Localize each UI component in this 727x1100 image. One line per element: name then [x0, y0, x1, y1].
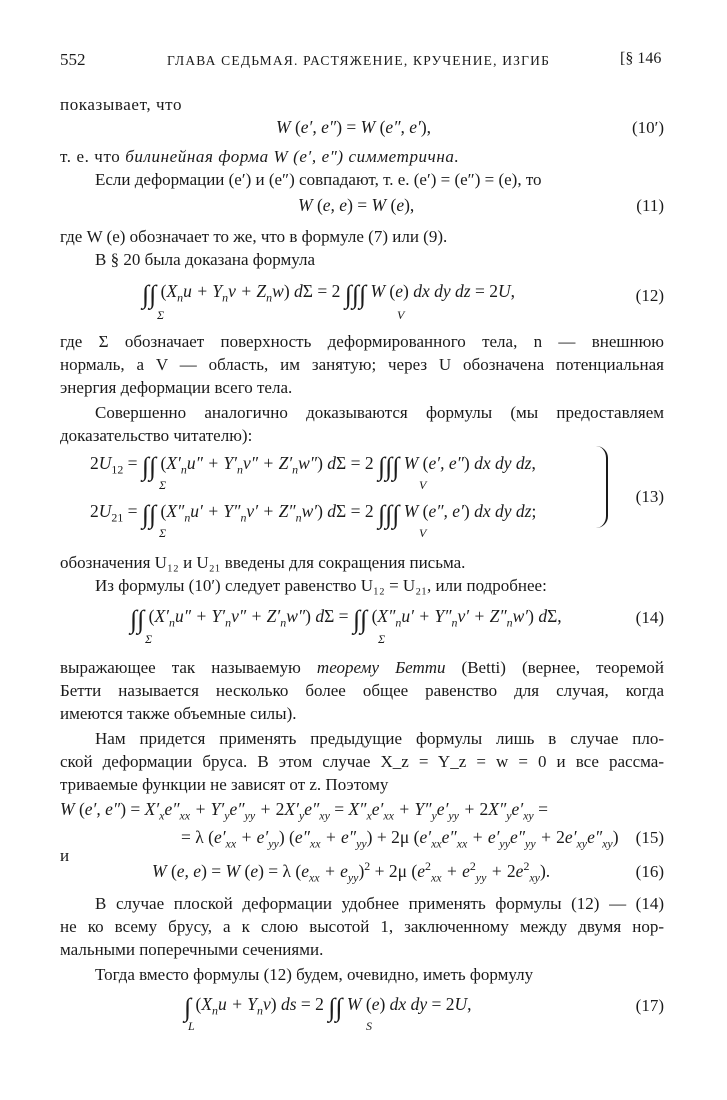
text-line: где Σ обозначает поверхность деформированного тела, n — внешнюю: [60, 332, 664, 351]
text-line: Совершенно аналогично доказываются формулы (мы предоставляем: [95, 403, 664, 422]
text-line: В случае плоской деформации удобнее применять формулы (12) — (14): [95, 894, 664, 913]
text-line: и: [60, 846, 70, 865]
equation-10prime: W (e′, e″) = W (e″, e′),: [276, 117, 432, 137]
integral-limit: Σ: [378, 632, 386, 646]
integral-limit: V: [397, 308, 405, 322]
text-line: Нам придется применять предыдущие формулы лишь в случае пло-: [95, 729, 664, 748]
text-line: обозначения U₁₂ и U₂₁ введены для сокращения письма.: [60, 553, 466, 572]
text-line: не ко всему брусу, а к слою высотой 1, заключенному между двумя нор-: [60, 917, 664, 936]
text-line: Тогда вместо формулы (12) будем, очевидно, иметь формулу: [95, 965, 534, 984]
integral-limit: Σ: [159, 478, 167, 492]
equation-14: ∫∫ $(X'_nu'' + Y'_nv'' + Z'_nw'') d\Sigma$ = ∫∫ $(X''_nu' + Y''_nv' + Z''_nw')$ dΣ,: [130, 605, 562, 634]
equation-17: ∫ $(X_nu + Y_nv)$ ds = 2 ∫∫ W (e) dx dy = 2U,: [184, 993, 472, 1022]
integral-limit: Σ: [157, 308, 165, 322]
text-line: выражающее так называемую теорему Бетти (Betti) (вернее, теоремой: [60, 658, 664, 677]
equation-11: W (e, e) = W (e),: [298, 195, 415, 215]
integral-limit: L: [188, 1019, 195, 1033]
equation-number: (16): [635, 862, 664, 881]
text-line: показывает, что: [60, 95, 183, 114]
equation-15a: W (e′, $e'') = X'_xe''_{xx} + Y'_ye''_{yy} + 2X'_ye''_{xy} = X''_xe'_{xx} + Y''_ye'_{yy} + 2X''_ye'_{xy}$ =: [60, 799, 548, 823]
text-line: энергия деформации всего тела.: [60, 378, 293, 397]
text-line: нормаль, а V — область, им занятую; через U обозначена потенциальная: [60, 355, 664, 374]
text-line: доказательство читателю):: [60, 426, 253, 445]
text-line: где W (e) обозначает то же, что в формуле (7) или (9).: [60, 227, 448, 246]
integral-limit: S: [366, 1019, 372, 1033]
equation-number: (11): [636, 196, 664, 215]
equation-13a: $2U_{12}$ = ∫∫ $(X'_nu'' + Y'_nv'' + Z'_nw'') d\Sigma = 2$ ∫∫∫ W (e′, e″) dx dy dz,: [90, 452, 536, 481]
equation-number: (17): [635, 996, 664, 1015]
text-line: триваемые функции не зависят от z. Поэтому: [60, 775, 389, 794]
text-line: Из формулы (10′) следует равенство U₁₂ = U₂₁, или подробнее:: [95, 576, 547, 595]
equation-number: (14): [635, 608, 664, 627]
equation-12: ∫∫ $(X_nu + Y_nv + Z_nw) d\Sigma = 2$ ∫∫∫ W (e) dx dy dz = 2U,: [142, 280, 515, 309]
equation-number: (15): [635, 828, 664, 847]
integral-limit: V: [419, 478, 427, 492]
section-ref: [§ 146: [620, 50, 662, 67]
right-brace: [596, 446, 608, 528]
running-title: ГЛАВА СЕДЬМАЯ. РАСТЯЖЕНИЕ, КРУЧЕНИЕ, ИЗГИБ: [167, 53, 551, 68]
equation-16: W (e, e) = W (e) = λ $(e_{xx} + e_{yy})^2 + 2\mu$ $(e^2_{xx} + e^2_{yy} + 2e^2_{xy})$.: [152, 859, 551, 885]
text-line: мальными поперечными сечениями.: [60, 940, 324, 959]
text-line: имеются также объемные силы).: [60, 704, 297, 723]
text-line: ской деформации бруса. В этом случае X_z = Y_z = w = 0 и все рассма-: [60, 752, 664, 771]
integral-limit: Σ: [159, 526, 167, 540]
integral-limit: Σ: [145, 632, 153, 646]
equation-15b: = λ $(e'_{xx} + e'_{yy}) (e''_{xx} + e''_{yy}) + 2\mu$ $(e'_{xx}e''_{xx} + e'_{yy}e''_{yy} + 2e'_{xy}e''_{xy})$: [181, 827, 619, 851]
equation-number: (13): [635, 487, 664, 506]
equation-13b: $2U_{21}$ = ∫∫ $(X''_nu' + Y''_nv' + Z''_nw') d\Sigma = 2$ ∫∫∫ W (e″, e′) dx dy dz;: [90, 500, 537, 529]
equation-number: (12): [635, 286, 664, 305]
page-number: 552: [60, 50, 86, 69]
text-line: Если деформации (e′) и (e″) совпадают, т. е. (e′) = (e″) = (e), то: [95, 170, 542, 189]
text-line: т. е. что билинейная форма W (e′, e″) симметрична.: [60, 147, 460, 166]
integral-limit: V: [419, 526, 427, 540]
text-line: В § 20 была доказана формула: [95, 250, 316, 269]
text-line: Бетти называется несколько более общее равенство для случая, когда: [60, 681, 664, 700]
equation-number: (10′): [631, 118, 664, 137]
